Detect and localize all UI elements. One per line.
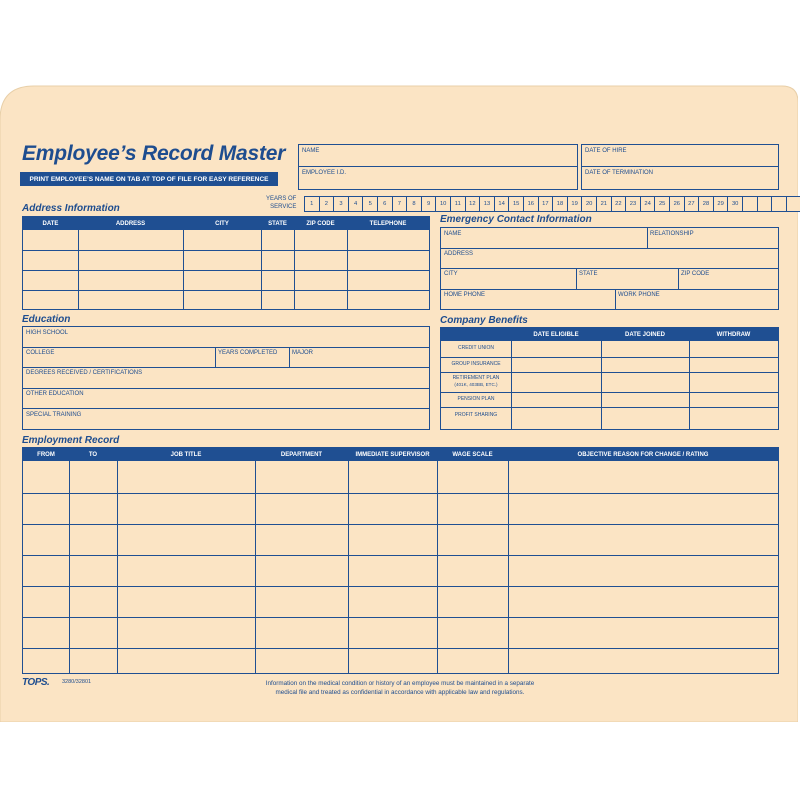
instruction-banner: PRINT EMPLOYEE’S NAME ON TAB AT TOP OF FILE FOR EASY REFERENCE xyxy=(20,172,278,186)
other-education-label: OTHER EDUCATION xyxy=(26,391,84,397)
year-box[interactable]: 19 xyxy=(567,196,583,212)
year-box[interactable]: 13 xyxy=(479,196,495,212)
emergency-zip-label: ZIP CODE xyxy=(681,271,710,277)
work-phone-label: WORK PHONE xyxy=(618,292,660,298)
year-box[interactable] xyxy=(757,196,773,212)
year-box[interactable]: 8 xyxy=(406,196,422,212)
year-box[interactable]: 20 xyxy=(581,196,597,212)
retirement-plan-types-label: (401K, 403BB, ETC.) xyxy=(454,382,498,387)
employment-header-6: WAGE SCALE xyxy=(437,448,508,461)
major-label: MAJOR xyxy=(292,350,313,356)
address-header-date: DATE xyxy=(23,217,78,230)
education-table xyxy=(22,326,430,430)
emergency-table xyxy=(440,227,779,310)
employee-id-label: EMPLOYEE I.D. xyxy=(302,170,347,176)
pension-plan-label: PENSION PLAN xyxy=(457,396,495,402)
year-box[interactable]: 27 xyxy=(684,196,700,212)
relationship-label: RELATIONSHIP xyxy=(650,231,694,237)
year-box[interactable]: 30 xyxy=(727,196,743,212)
date-of-hire-label: DATE OF HIRE xyxy=(585,148,627,154)
tops-logo: TOPS. xyxy=(22,677,50,688)
employment-table xyxy=(22,447,779,674)
year-box[interactable]: 22 xyxy=(611,196,627,212)
year-box[interactable]: 25 xyxy=(654,196,670,212)
group-insurance-label: GROUP INSURANCE xyxy=(451,361,501,367)
address-header-zip-code: ZIP CODE xyxy=(294,217,347,230)
year-box[interactable]: 1 xyxy=(304,196,320,212)
benefits-table xyxy=(440,327,779,430)
years-completed-label: YEARS COMPLETED xyxy=(218,350,278,356)
employment-header-3: JOB TITLE xyxy=(117,448,255,461)
year-box[interactable]: 15 xyxy=(508,196,524,212)
credit-union-label: CREDIT UNION xyxy=(457,345,495,351)
home-phone-label: HOME PHONE xyxy=(444,292,486,298)
year-box[interactable]: 14 xyxy=(494,196,510,212)
year-box[interactable] xyxy=(742,196,758,212)
year-box[interactable]: 7 xyxy=(392,196,408,212)
emergency-address-label: ADDRESS xyxy=(444,251,474,257)
date-eligible-header: DATE ELIGIBLE xyxy=(511,328,601,341)
emergency-city-label: CITY xyxy=(444,271,458,277)
year-box[interactable]: 28 xyxy=(698,196,714,212)
employment-header-2: TO xyxy=(69,448,117,461)
college-label: COLLEGE xyxy=(26,350,55,356)
year-box[interactable] xyxy=(786,196,800,212)
retirement-plan-label: RETIREMENT PLAN xyxy=(452,375,500,381)
year-box[interactable]: 10 xyxy=(435,196,451,212)
address-header-city: CITY xyxy=(183,217,261,230)
year-box[interactable]: 23 xyxy=(625,196,641,212)
profit-sharing-label: PROFIT SHARING xyxy=(454,412,498,418)
years-of-service-label: YEARS OF SERVICE xyxy=(266,196,297,210)
year-box[interactable]: 11 xyxy=(450,196,466,212)
hire-termination-box xyxy=(581,144,779,190)
year-box[interactable]: 12 xyxy=(465,196,481,212)
year-box[interactable]: 3 xyxy=(333,196,349,212)
employment-section-title: Employment Record xyxy=(22,435,120,446)
product-code: 3280/32801 xyxy=(62,679,92,685)
confidentiality-note: Information on the medical condition or history of an employee must be maintained in a separate medical file and treated as confidential in accordance with applicable law and regulations. xyxy=(265,680,535,696)
emergency-name-label: NAME xyxy=(444,231,462,237)
address-table xyxy=(22,216,430,310)
year-box[interactable] xyxy=(771,196,787,212)
education-section-title: Education xyxy=(22,314,71,325)
employment-header-4: DEPARTMENT xyxy=(255,448,348,461)
year-box[interactable]: 5 xyxy=(362,196,378,212)
degrees-label: DEGREES RECEIVED / CERTIFICATIONS xyxy=(26,370,143,376)
address-header-address: ADDRESS xyxy=(78,217,183,230)
employment-header-7: OBJECTIVE REASON FOR CHANGE / RATING xyxy=(508,448,778,461)
emergency-section-title: Emergency Contact Information xyxy=(440,214,592,225)
year-box[interactable]: 16 xyxy=(523,196,539,212)
year-box[interactable]: 9 xyxy=(421,196,437,212)
year-box[interactable]: 21 xyxy=(596,196,612,212)
file-folder xyxy=(0,80,798,722)
address-header-telephone: TELEPHONE xyxy=(347,217,429,230)
year-box[interactable]: 24 xyxy=(640,196,656,212)
high-school-label: HIGH SCHOOL xyxy=(26,330,69,336)
year-box[interactable]: 17 xyxy=(538,196,554,212)
year-box[interactable]: 4 xyxy=(348,196,364,212)
date-joined-header: DATE JOINED xyxy=(601,328,689,341)
form-title: Employee’s Record Master xyxy=(22,142,286,165)
employment-header-1: FROM xyxy=(23,448,69,461)
emergency-state-label: STATE xyxy=(579,271,598,277)
year-box[interactable]: 29 xyxy=(713,196,729,212)
year-box[interactable]: 6 xyxy=(377,196,393,212)
address-header-state: STATE xyxy=(261,217,294,230)
name-label: NAME xyxy=(302,148,320,154)
year-box[interactable]: 26 xyxy=(669,196,685,212)
special-training-label: SPECIAL TRAINING xyxy=(26,412,82,418)
year-box[interactable]: 2 xyxy=(319,196,335,212)
address-section-title: Address Information xyxy=(22,203,120,214)
year-box[interactable]: 18 xyxy=(552,196,568,212)
benefits-section-title: Company Benefits xyxy=(440,315,528,326)
withdraw-header: WITHDRAW xyxy=(689,328,778,341)
employment-header-5: IMMEDIATE SUPERVISOR xyxy=(348,448,437,461)
name-id-box xyxy=(298,144,578,190)
date-of-termination-label: DATE OF TERMINATION xyxy=(585,170,654,176)
